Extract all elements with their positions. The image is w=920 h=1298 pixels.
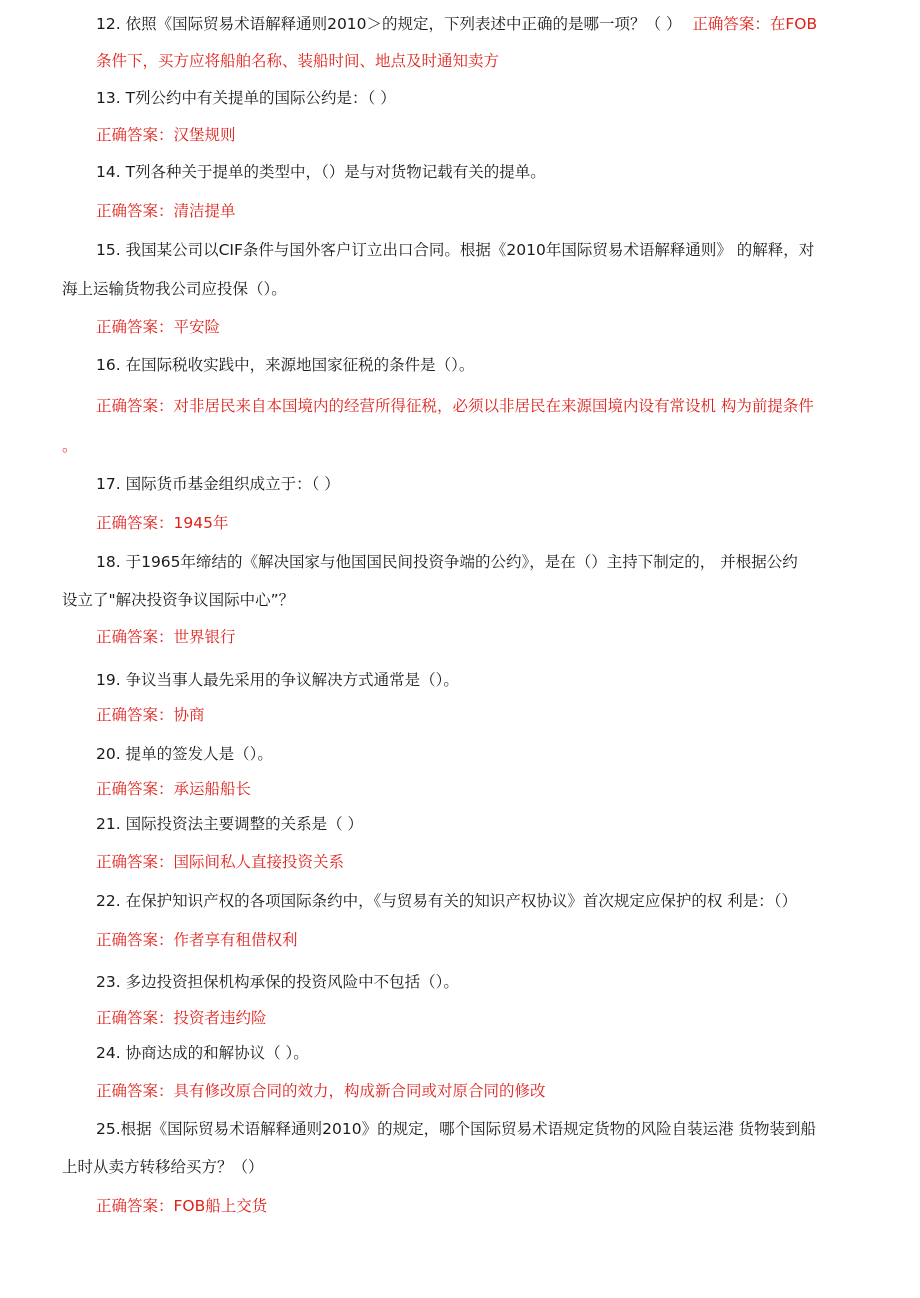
question-12	[96, 14, 817, 34]
answer-25: 正确答案：FOB船上交货	[96, 1197, 268, 1215]
answer-18: 正确答案：世界银行	[96, 628, 236, 646]
answer-16: 正确答案：对非居民来自本国境内的经营所得征税，必须以非居民在来源国境内设有常设机 构为前提条件	[96, 397, 814, 415]
answer-16-continued: 。	[62, 437, 78, 455]
answer-24: 正确答案：具有修改原合同的效力，构成新合同或对原合同的修改	[96, 1082, 546, 1100]
answer-13: 正确答案：汉堡规则	[96, 126, 236, 144]
question-25-continued: 上时从卖方转移给买方？（）	[62, 1158, 264, 1176]
question-16: 16. 在国际税收实践中，来源地国家征税的条件是（）。	[96, 356, 475, 374]
question-15-continued: 海上运输货物我公司应投保（）。	[62, 280, 287, 298]
answer-23: 正确答案：投资者违约险	[96, 1009, 267, 1027]
question-text: 12. 依照《国际贸易术语解释通则2010＞的规定，下列表述中正确的是哪一项？（ ）	[96, 15, 682, 33]
answer-17: 正确答案：1945年	[96, 514, 229, 532]
question-23: 23. 多边投资担保机构承保的投资风险中不包括（）。	[96, 973, 459, 991]
question-18-continued: 设立了"解决投资争议国际中心”？	[62, 591, 295, 609]
question-15: 15. 我国某公司以CIF条件与国外客户订立出口合同。根据《2010年国际贸易术语解释通则》 的解释，对	[96, 241, 815, 259]
answer-21: 正确答案：国际间私人直接投资关系	[96, 853, 345, 871]
question-22: 22. 在保护知识产权的各项国际条约中，《与贸易有关的知识产权协议》首次规定应保护的权 利是：（）	[96, 892, 798, 910]
answer-20: 正确答案：承运船船长	[96, 780, 252, 798]
question-14: 14. T列各种关于提单的类型中，（）是与对货物记载有关的提单。	[96, 163, 546, 181]
question-13: 13. T列公约中有关提单的国际公约是：（ ）	[96, 89, 396, 107]
question-25: 25.根据《国际贸易术语解释通则2010》的规定，哪个国际贸易术语规定货物的风险自装运港 货物装到船	[96, 1120, 817, 1138]
question-24: 24. 协商达成的和解协议（ ）。	[96, 1044, 309, 1062]
question-21: 21. 国际投资法主要调整的关系是（ ）	[96, 815, 364, 833]
question-20: 20. 提单的签发人是（）。	[96, 745, 273, 763]
answer-12-continued: 条件下，买方应将船舶名称、装船时间、地点及时通知卖方	[96, 52, 500, 70]
answer-14: 正确答案：清洁提单	[96, 202, 236, 220]
answer-inline: 正确答案：在FOB	[692, 15, 818, 33]
question-19: 19. 争议当事人最先采用的争议解决方式通常是（）。	[96, 671, 459, 689]
answer-22: 正确答案：作者享有租借权利	[96, 931, 298, 949]
question-17: 17. 国际货币基金组织成立于：（ ）	[96, 475, 340, 493]
question-18: 18. 于1965年缔结的《解决国家与他国国民间投资争端的公约》，是在（）主持下制定的， 并根据公约	[96, 553, 798, 571]
answer-19: 正确答案：协商	[96, 706, 205, 724]
answer-15: 正确答案：平安险	[96, 318, 221, 336]
